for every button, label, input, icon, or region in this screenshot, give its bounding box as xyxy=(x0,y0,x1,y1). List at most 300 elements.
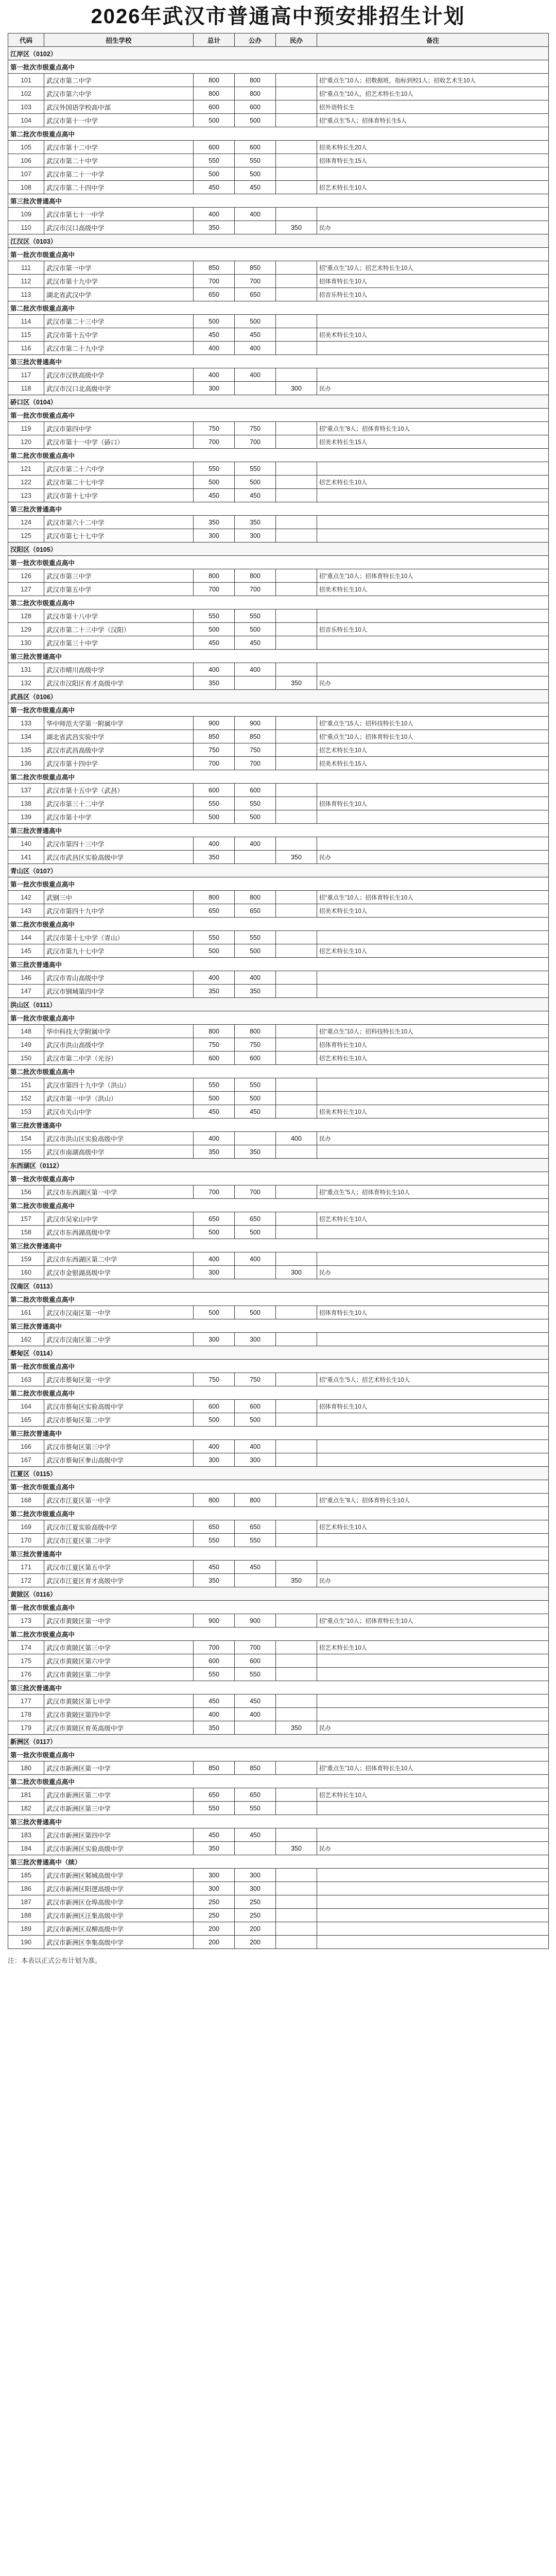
total-count: 350 xyxy=(194,676,235,690)
enrollment-table xyxy=(8,33,549,1949)
note-text xyxy=(317,1453,549,1467)
public-count: 550 xyxy=(235,154,276,167)
private-count xyxy=(276,1226,317,1239)
note-text xyxy=(317,837,549,851)
school-code: 108 xyxy=(8,181,44,194)
table-row xyxy=(8,810,549,824)
private-count xyxy=(276,1373,317,1386)
note-text: 民办 xyxy=(317,382,549,395)
public-count: 300 xyxy=(235,1882,276,1895)
public-count: 800 xyxy=(235,891,276,904)
district-row xyxy=(8,998,549,1011)
table-row xyxy=(8,1641,549,1654)
school-code: 118 xyxy=(8,382,44,395)
note-text xyxy=(317,636,549,650)
school-name: 武汉市第七十一中学 xyxy=(44,208,194,221)
batch-name: 第一批次市级重点高中 xyxy=(8,1748,549,1761)
school-name: 武汉市第十四中学 xyxy=(44,757,194,770)
note-text xyxy=(317,1895,549,1909)
private-count: 350 xyxy=(276,851,317,864)
table-row xyxy=(8,315,549,328)
school-code: 186 xyxy=(8,1882,44,1895)
note-text: 招“重点生”10人；招科技特长生10人 xyxy=(317,1025,549,1038)
batch-row xyxy=(8,1011,549,1025)
private-count xyxy=(276,717,317,730)
batch-row xyxy=(8,918,549,931)
private-count xyxy=(276,489,317,502)
table-row xyxy=(8,851,549,864)
public-count: 450 xyxy=(235,489,276,502)
school-code: 173 xyxy=(8,1614,44,1628)
table-row xyxy=(8,1574,549,1587)
table-row xyxy=(8,1092,549,1105)
school-name: 武汉市黄陂区第三中学 xyxy=(44,1641,194,1654)
note-text: 招体育特长生10人 xyxy=(317,275,549,288)
public-count: 850 xyxy=(235,730,276,743)
school-code: 122 xyxy=(8,476,44,489)
private-count: 300 xyxy=(276,1266,317,1279)
table-row xyxy=(8,422,549,435)
note-text xyxy=(317,489,549,502)
private-count xyxy=(276,261,317,275)
school-code: 176 xyxy=(8,1668,44,1681)
private-count xyxy=(276,663,317,676)
school-name: 武汉市新洲区双柳高级中学 xyxy=(44,1922,194,1936)
batch-name: 第二批次市级重点高中 xyxy=(8,770,549,784)
private-count xyxy=(276,1694,317,1708)
note-text xyxy=(317,1828,549,1842)
public-count: 300 xyxy=(235,529,276,543)
table-row xyxy=(8,1828,549,1842)
table-row xyxy=(8,141,549,154)
private-count xyxy=(276,757,317,770)
school-name: 武汉市江夏区育才高级中学 xyxy=(44,1574,194,1587)
private-count xyxy=(276,730,317,743)
batch-name: 第三批次普通高中 xyxy=(8,355,549,368)
note-text: 招美术特长生15人 xyxy=(317,435,549,449)
school-name: 武汉市蔡甸区奓山高级中学 xyxy=(44,1453,194,1467)
total-count: 800 xyxy=(194,891,235,904)
district-name: 硚口区（0104） xyxy=(8,395,549,409)
district-name: 汉阳区（0105） xyxy=(8,543,549,556)
total-count: 650 xyxy=(194,1520,235,1534)
total-count: 700 xyxy=(194,1185,235,1199)
batch-row xyxy=(8,703,549,717)
school-name: 武汉市黄陂区第四中学 xyxy=(44,1708,194,1721)
public-count xyxy=(235,1842,276,1855)
private-count xyxy=(276,1025,317,1038)
batch-name: 第二批次市级重点高中 xyxy=(8,301,549,315)
school-name: 华中科技大学附属中学 xyxy=(44,1025,194,1038)
batch-name: 第一批次市级重点高中 xyxy=(8,1172,549,1185)
school-name: 武汉市第二十九中学 xyxy=(44,342,194,355)
total-count: 450 xyxy=(194,328,235,342)
public-count: 500 xyxy=(235,623,276,636)
table-row xyxy=(8,435,549,449)
note-text: 招“重点生”10人；招体育特长生10人 xyxy=(317,1614,549,1628)
note-text: 招外语特长生 xyxy=(317,100,549,114)
school-name: 武汉市江夏区第一中学 xyxy=(44,1494,194,1507)
school-name: 湖北省武昌实验中学 xyxy=(44,730,194,743)
batch-name: 第二批次市级重点高中 xyxy=(8,1386,549,1400)
note-text: 招体育特长生10人 xyxy=(317,1400,549,1413)
table-row xyxy=(8,1078,549,1092)
school-name: 武汉市第二十四中学 xyxy=(44,181,194,194)
batch-name: 第一批次市级重点高中 xyxy=(8,1360,549,1373)
public-count xyxy=(235,1574,276,1587)
note-text: 招艺术特长生10人 xyxy=(317,1052,549,1065)
table-row xyxy=(8,1373,549,1386)
district-name: 江汉区（0103） xyxy=(8,234,549,248)
total-count: 700 xyxy=(194,1641,235,1654)
note-text xyxy=(317,1882,549,1895)
school-name: 武汉市江夏区第五中学 xyxy=(44,1561,194,1574)
note-text xyxy=(317,208,549,221)
batch-row xyxy=(8,1547,549,1561)
school-name: 武汉市第二中学 xyxy=(44,74,194,87)
school-name: 武汉市晴川高级中学 xyxy=(44,663,194,676)
total-count: 700 xyxy=(194,275,235,288)
school-code: 119 xyxy=(8,422,44,435)
school-code: 121 xyxy=(8,462,44,476)
school-name: 武汉市第一中学（洪山） xyxy=(44,1092,194,1105)
private-count xyxy=(276,797,317,810)
total-count: 850 xyxy=(194,730,235,743)
note-text xyxy=(317,167,549,181)
table-row xyxy=(8,1869,549,1882)
school-name: 武汉市第三十二中学 xyxy=(44,797,194,810)
district-row xyxy=(8,1346,549,1360)
batch-name: 第二批次市级重点高中 xyxy=(8,1507,549,1520)
school-name: 武汉市新洲区第四中学 xyxy=(44,1828,194,1842)
public-count: 900 xyxy=(235,1614,276,1628)
school-code: 162 xyxy=(8,1333,44,1346)
school-name: 武汉市汉南区第二中学 xyxy=(44,1333,194,1346)
public-count: 200 xyxy=(235,1936,276,1949)
note-text: 民办 xyxy=(317,221,549,234)
private-count xyxy=(276,462,317,476)
note-text: 民办 xyxy=(317,1721,549,1735)
table-row xyxy=(8,100,549,114)
table-row xyxy=(8,743,549,757)
district-row xyxy=(8,543,549,556)
school-code: 174 xyxy=(8,1641,44,1654)
private-count xyxy=(276,181,317,194)
district-name: 新洲区（0117） xyxy=(8,1735,549,1748)
batch-row xyxy=(8,1507,549,1520)
public-count: 550 xyxy=(235,462,276,476)
school-code: 114 xyxy=(8,315,44,328)
private-count xyxy=(276,342,317,355)
batch-name: 第一批次市级重点高中 xyxy=(8,248,549,261)
school-code: 187 xyxy=(8,1895,44,1909)
total-count: 400 xyxy=(194,368,235,382)
total-count: 350 xyxy=(194,851,235,864)
school-name: 武汉市第二十三中学 xyxy=(44,315,194,328)
public-count: 400 xyxy=(235,971,276,985)
public-count: 500 xyxy=(235,167,276,181)
school-name: 武汉市洪山区实验高级中学 xyxy=(44,1132,194,1145)
table-row xyxy=(8,730,549,743)
table-row xyxy=(8,663,549,676)
batch-name: 第二批次市级重点高中 xyxy=(8,918,549,931)
total-count: 450 xyxy=(194,1105,235,1118)
total-count: 500 xyxy=(194,1306,235,1319)
school-name: 武汉市第七十七中学 xyxy=(44,529,194,543)
table-row xyxy=(8,1038,549,1052)
school-name: 武汉市东西湖高级中学 xyxy=(44,1226,194,1239)
school-name: 武汉市第十一中学（硚口） xyxy=(44,435,194,449)
school-name: 武汉市第三中学 xyxy=(44,569,194,583)
school-code: 177 xyxy=(8,1694,44,1708)
school-code: 180 xyxy=(8,1761,44,1775)
school-name: 武汉市第五中学 xyxy=(44,583,194,596)
table-row xyxy=(8,1252,549,1266)
private-count xyxy=(276,636,317,650)
note-text xyxy=(317,1694,549,1708)
school-code: 138 xyxy=(8,797,44,810)
note-text xyxy=(317,1561,549,1574)
school-name: 武汉市蔡甸区第一中学 xyxy=(44,1373,194,1386)
total-count: 650 xyxy=(194,288,235,301)
note-text xyxy=(317,342,549,355)
school-code: 135 xyxy=(8,743,44,757)
public-count: 700 xyxy=(235,1641,276,1654)
public-count: 500 xyxy=(235,810,276,824)
note-text: 招“重点生”5人；招艺术特长生10人 xyxy=(317,1373,549,1386)
batch-row xyxy=(8,409,549,422)
note-text xyxy=(317,971,549,985)
batch-row xyxy=(8,877,549,891)
school-name: 武汉市第二十一中学 xyxy=(44,167,194,181)
school-name: 武汉市洪山高级中学 xyxy=(44,1038,194,1052)
total-count: 650 xyxy=(194,904,235,918)
note-text xyxy=(317,1145,549,1159)
private-count xyxy=(276,87,317,100)
total-count: 800 xyxy=(194,1494,235,1507)
school-code: 171 xyxy=(8,1561,44,1574)
school-name: 武汉市第二十七中学 xyxy=(44,476,194,489)
note-text xyxy=(317,1078,549,1092)
note-text: 民办 xyxy=(317,1132,549,1145)
table-row xyxy=(8,1614,549,1628)
school-name: 武汉市金银湖高级中学 xyxy=(44,1266,194,1279)
total-count: 350 xyxy=(194,221,235,234)
private-count xyxy=(276,1654,317,1668)
school-code: 126 xyxy=(8,569,44,583)
school-name: 武汉市第二十三中学（汉阳） xyxy=(44,623,194,636)
note-text: 招体育特长生15人 xyxy=(317,154,549,167)
school-code: 101 xyxy=(8,74,44,87)
school-name: 武汉市蔡甸区第二中学 xyxy=(44,1413,194,1427)
note-text xyxy=(317,529,549,543)
school-code: 145 xyxy=(8,944,44,958)
table-row xyxy=(8,476,549,489)
public-count: 450 xyxy=(235,1561,276,1574)
batch-name: 第三批次普通高中 xyxy=(8,502,549,516)
school-code: 111 xyxy=(8,261,44,275)
private-count xyxy=(276,743,317,757)
public-count: 300 xyxy=(235,1453,276,1467)
batch-row xyxy=(8,1199,549,1212)
table-row xyxy=(8,971,549,985)
school-code: 148 xyxy=(8,1025,44,1038)
private-count xyxy=(276,1494,317,1507)
total-count: 600 xyxy=(194,1052,235,1065)
total-count: 750 xyxy=(194,422,235,435)
public-count: 600 xyxy=(235,1052,276,1065)
public-count: 450 xyxy=(235,1105,276,1118)
note-text xyxy=(317,1922,549,1936)
school-name: 武汉市第十中学 xyxy=(44,810,194,824)
school-name: 武汉市新洲区第二中学 xyxy=(44,1788,194,1802)
school-name: 武汉市江夏实验高级中学 xyxy=(44,1520,194,1534)
public-count xyxy=(235,1721,276,1735)
total-count: 350 xyxy=(194,516,235,529)
batch-row xyxy=(8,1386,549,1400)
school-name: 武汉市汉口高级中学 xyxy=(44,221,194,234)
table-row xyxy=(8,181,549,194)
batch-row xyxy=(8,248,549,261)
district-name: 武昌区（0106） xyxy=(8,690,549,703)
school-code: 134 xyxy=(8,730,44,743)
note-text: 招音乐特长生10人 xyxy=(317,288,549,301)
public-count: 500 xyxy=(235,114,276,127)
batch-row xyxy=(8,1681,549,1694)
public-count: 750 xyxy=(235,1038,276,1052)
public-count: 400 xyxy=(235,837,276,851)
school-name: 武汉市第九十七中学 xyxy=(44,944,194,958)
table-row xyxy=(8,1145,549,1159)
private-count xyxy=(276,1614,317,1628)
public-count: 700 xyxy=(235,435,276,449)
batch-row xyxy=(8,1815,549,1828)
total-count: 500 xyxy=(194,476,235,489)
note-text: 招“重点生”5人；招体育特长生10人 xyxy=(317,1185,549,1199)
table-row xyxy=(8,261,549,275)
private-count: 350 xyxy=(276,221,317,234)
school-name: 武汉市黄陂区第二中学 xyxy=(44,1668,194,1681)
private-count xyxy=(276,1708,317,1721)
total-count: 550 xyxy=(194,797,235,810)
school-name: 武汉市新洲区阳逻高级中学 xyxy=(44,1882,194,1895)
private-count xyxy=(276,583,317,596)
batch-name: 第三批次普通高中（续） xyxy=(8,1855,549,1869)
header-school: 招生学校 xyxy=(44,33,194,47)
table-row xyxy=(8,382,549,395)
table-row xyxy=(8,1668,549,1681)
district-name: 蔡甸区（0114） xyxy=(8,1346,549,1360)
table-row xyxy=(8,1052,549,1065)
public-count: 500 xyxy=(235,1413,276,1427)
private-count: 300 xyxy=(276,382,317,395)
private-count xyxy=(276,1078,317,1092)
total-count: 600 xyxy=(194,100,235,114)
district-row xyxy=(8,1159,549,1172)
school-name: 武汉市第二中学（光谷） xyxy=(44,1052,194,1065)
public-count: 700 xyxy=(235,583,276,596)
school-name: 武汉市黄陂区育英高级中学 xyxy=(44,1721,194,1735)
public-count: 650 xyxy=(235,904,276,918)
school-code: 167 xyxy=(8,1453,44,1467)
public-count: 400 xyxy=(235,1708,276,1721)
total-count: 850 xyxy=(194,1761,235,1775)
school-name: 武汉市新洲区汪集高级中学 xyxy=(44,1909,194,1922)
batch-row xyxy=(8,1118,549,1132)
district-row xyxy=(8,864,549,877)
total-count: 450 xyxy=(194,1694,235,1708)
table-row xyxy=(8,1494,549,1507)
batch-name: 第二批次市级重点高中 xyxy=(8,449,549,462)
batch-row xyxy=(8,1360,549,1373)
table-row xyxy=(8,1453,549,1467)
school-code: 136 xyxy=(8,757,44,770)
table-row xyxy=(8,154,549,167)
note-text: 民办 xyxy=(317,676,549,690)
note-text: 招美术特长生15人 xyxy=(317,757,549,770)
batch-row xyxy=(8,1239,549,1252)
public-count: 500 xyxy=(235,476,276,489)
school-name: 武汉市第十七中学 xyxy=(44,489,194,502)
note-text: 招艺术特长生10人 xyxy=(317,743,549,757)
district-name: 汉南区（0113） xyxy=(8,1279,549,1293)
private-count xyxy=(276,1052,317,1065)
total-count: 250 xyxy=(194,1909,235,1922)
total-count: 350 xyxy=(194,985,235,998)
school-name: 武汉市蔡甸区实验高级中学 xyxy=(44,1400,194,1413)
batch-name: 第一批次市级重点高中 xyxy=(8,1011,549,1025)
total-count: 400 xyxy=(194,971,235,985)
table-row xyxy=(8,516,549,529)
private-count: 350 xyxy=(276,676,317,690)
private-count xyxy=(276,114,317,127)
batch-name: 第三批次普通高中 xyxy=(8,1118,549,1132)
school-code: 175 xyxy=(8,1654,44,1668)
note-text xyxy=(317,516,549,529)
total-count: 800 xyxy=(194,87,235,100)
total-count: 800 xyxy=(194,1025,235,1038)
public-count: 450 xyxy=(235,328,276,342)
public-count: 400 xyxy=(235,368,276,382)
table-row xyxy=(8,636,549,650)
batch-row xyxy=(8,301,549,315)
school-code: 110 xyxy=(8,221,44,234)
table-row xyxy=(8,569,549,583)
school-name: 武汉市江夏区第二中学 xyxy=(44,1534,194,1547)
total-count: 700 xyxy=(194,583,235,596)
total-count: 350 xyxy=(194,1721,235,1735)
private-count xyxy=(276,167,317,181)
table-row xyxy=(8,1842,549,1855)
batch-row xyxy=(8,355,549,368)
note-text: 招艺术特长生10人 xyxy=(317,1788,549,1802)
private-count xyxy=(276,985,317,998)
private-count: 400 xyxy=(276,1132,317,1145)
school-code: 188 xyxy=(8,1909,44,1922)
public-count: 400 xyxy=(235,1440,276,1453)
table-row xyxy=(8,328,549,342)
note-text: 招美术特长生10人 xyxy=(317,904,549,918)
total-count: 700 xyxy=(194,757,235,770)
table-row xyxy=(8,221,549,234)
note-text xyxy=(317,1668,549,1681)
school-name: 武汉市第十二中学 xyxy=(44,141,194,154)
private-count xyxy=(276,609,317,623)
batch-row xyxy=(8,449,549,462)
batch-row xyxy=(8,1628,549,1641)
note-text: 招艺术特长生10人 xyxy=(317,1641,549,1654)
school-name: 武汉市关山中学 xyxy=(44,1105,194,1118)
